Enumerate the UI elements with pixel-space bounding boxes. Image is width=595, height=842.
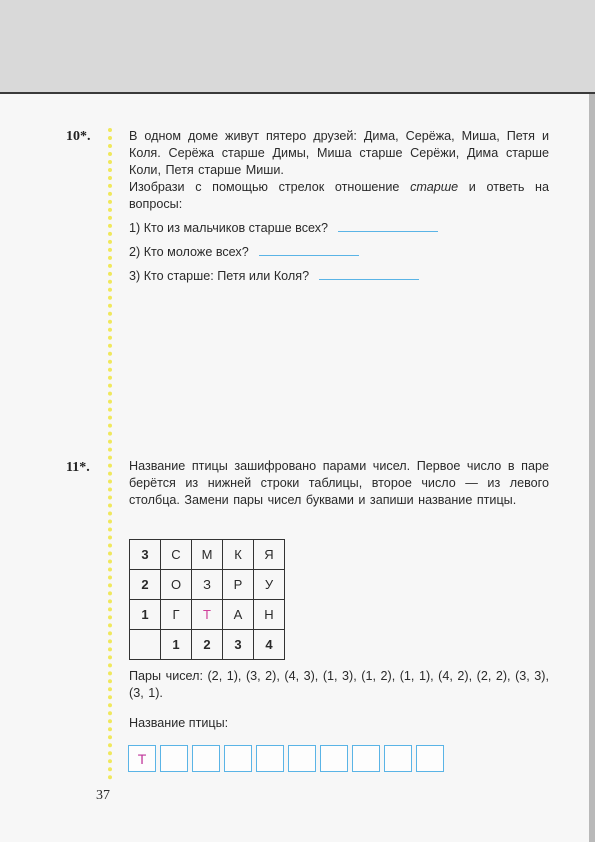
answer-cell[interactable]: Т <box>128 745 156 772</box>
question-3-text: 3) Кто старше: Петя или Коля? <box>129 269 310 283</box>
question-2-text: 2) Кто моложе всех? <box>129 245 249 259</box>
table-cell: 3 <box>223 630 254 660</box>
answer-cell[interactable] <box>256 745 284 772</box>
answer-line-3[interactable] <box>319 278 419 280</box>
table-cell: 1 <box>161 630 192 660</box>
table-cell: Г <box>161 600 192 630</box>
table-cell: Р <box>223 570 254 600</box>
task-10-keyword: старше <box>410 180 459 194</box>
cipher-table <box>129 539 285 660</box>
answer-cell[interactable] <box>352 745 380 772</box>
answer-cell[interactable] <box>288 745 316 772</box>
table-row <box>130 600 285 630</box>
task-10-text-line2b: и ответь на вопросы: <box>129 180 550 211</box>
answer-cells <box>128 745 444 772</box>
answer-cell[interactable] <box>192 745 220 772</box>
table-cell: 2 <box>130 570 161 600</box>
dotted-margin-line <box>108 128 112 780</box>
number-pairs-text: Пары чисел: (2, 1), (3, 2), (4, 3), (1, 3), (1, 2), (1, 1), (4, 2), (2, 2), (3, 3), (3, 1). <box>129 669 549 700</box>
table-cell: 3 <box>130 540 161 570</box>
answer-cell[interactable] <box>384 745 412 772</box>
table-row <box>130 630 285 660</box>
task-10-number: 10*. <box>66 129 91 144</box>
question-2 <box>129 245 359 259</box>
scan-top-band <box>0 0 595 92</box>
question-1-text: 1) Кто из мальчиков старше всех? <box>129 221 329 235</box>
task-10-text <box>129 128 549 213</box>
task-10-text-line1: В одном доме живут пятеро друзей: Дима, Серёжа, Миша, Петя и Коля. Серёжа старше Димы, Миша старше Серёжи, Дима старше Коли, Петя старше Миши. <box>129 129 549 177</box>
page-right-edge <box>589 94 595 842</box>
answer-cell[interactable] <box>224 745 252 772</box>
answer-line-1[interactable] <box>338 230 438 232</box>
answer-line-2[interactable] <box>259 254 359 256</box>
table-cell: З <box>192 570 223 600</box>
question-3 <box>129 269 419 283</box>
answer-cell[interactable] <box>320 745 348 772</box>
table-cell: М <box>192 540 223 570</box>
table-cell: 1 <box>130 600 161 630</box>
table-cell: 2 <box>192 630 223 660</box>
table-row <box>130 540 285 570</box>
task-11-text: Название птицы зашифровано парами чисел. Первое число в паре берётся из нижней строки таблицы, второе число — из левого столбца. Замени пары чисел буквами и запиши название птицы. <box>129 459 549 507</box>
table-cell: О <box>161 570 192 600</box>
answer-cell[interactable] <box>416 745 444 772</box>
task-10-text-line2a: Изобрази с помощью стрелок отношение <box>129 180 411 194</box>
table-cell: 4 <box>254 630 285 660</box>
table-cell-highlighted: Т <box>192 600 223 630</box>
table-cell: Н <box>254 600 285 630</box>
table-row <box>130 570 285 600</box>
table-cell: У <box>254 570 285 600</box>
task-11-number: 11*. <box>66 460 90 475</box>
page-top-edge <box>0 92 595 94</box>
answer-label: Название птицы: <box>129 716 229 730</box>
table-cell: К <box>223 540 254 570</box>
table-cell: С <box>161 540 192 570</box>
answer-cell[interactable] <box>160 745 188 772</box>
table-cell: Я <box>254 540 285 570</box>
table-cell-empty <box>130 630 161 660</box>
question-1 <box>129 221 438 235</box>
page-number: 37 <box>96 788 110 803</box>
table-cell: А <box>223 600 254 630</box>
